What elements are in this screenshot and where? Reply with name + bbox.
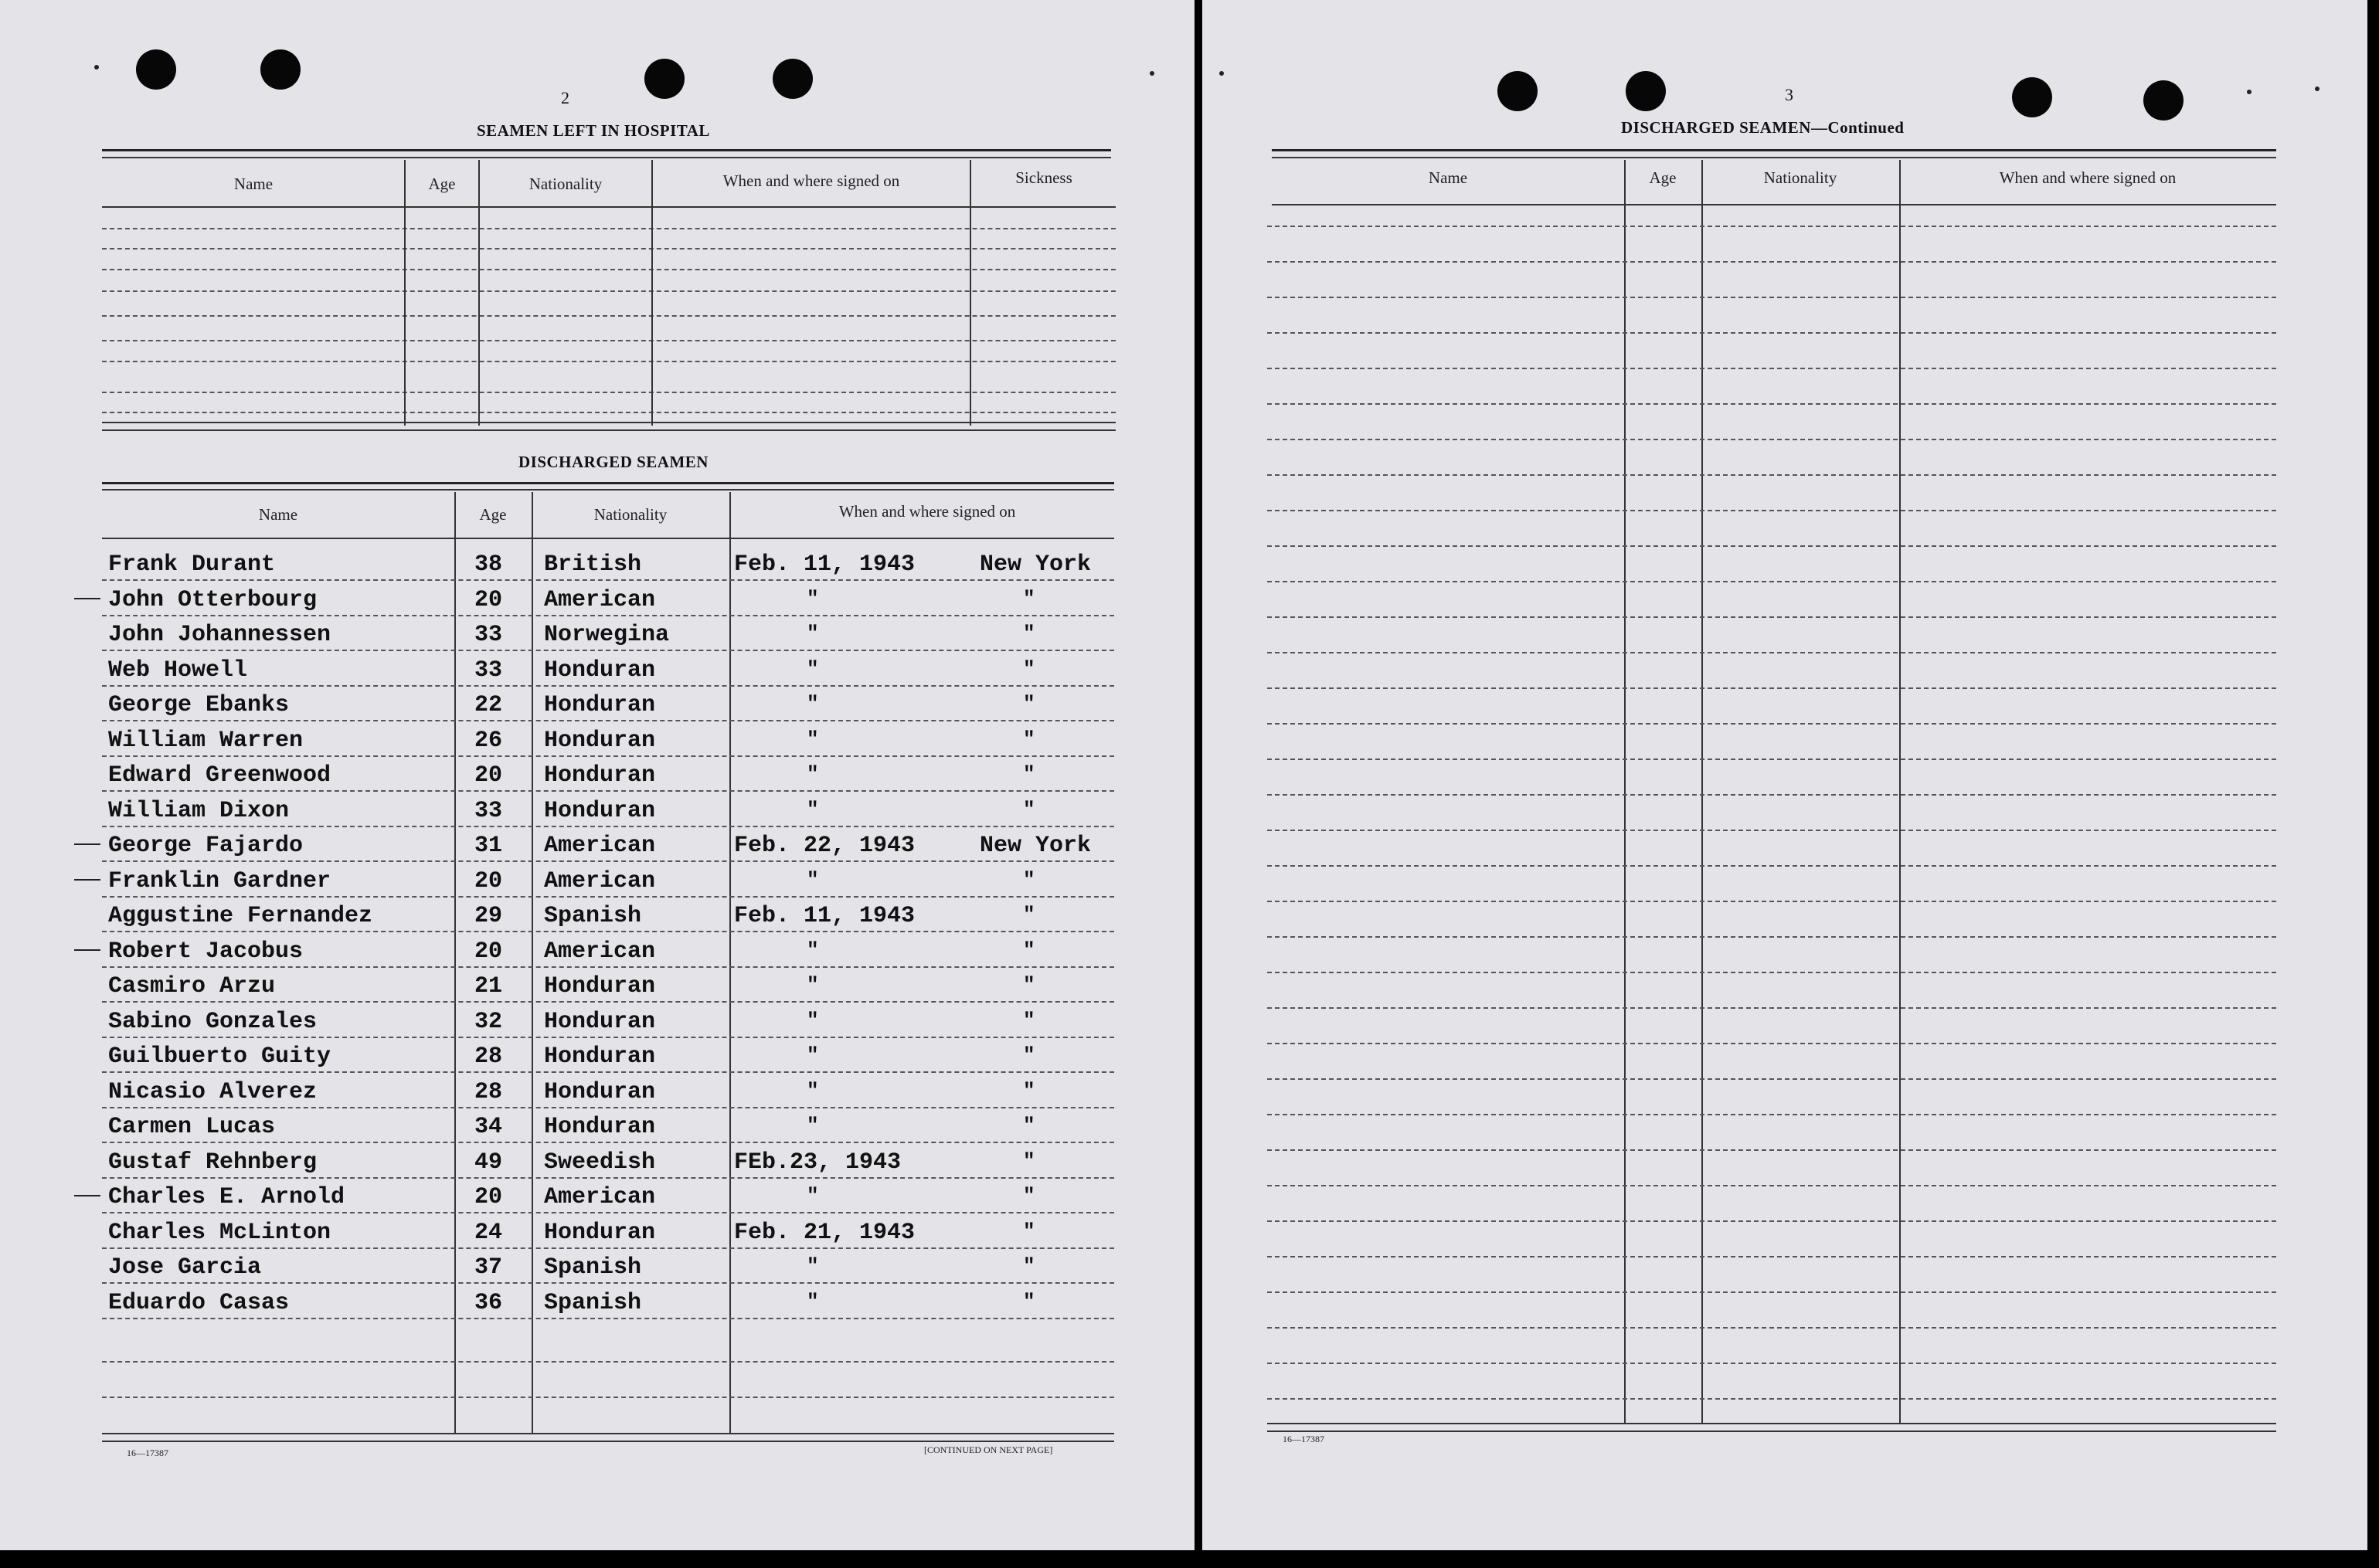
column-rule xyxy=(970,160,971,426)
hospital-col-age: Age xyxy=(428,175,456,193)
row-rule xyxy=(1267,1185,2276,1186)
row-rule xyxy=(1267,261,2276,263)
row-rule xyxy=(102,896,1114,898)
seaman-nationality: Honduran xyxy=(544,1009,656,1035)
punch-hole xyxy=(2012,77,2052,117)
rule xyxy=(102,157,1111,158)
column-rule xyxy=(478,160,480,426)
right-col-signed-on: When and where signed on xyxy=(1999,168,2177,187)
column-rule xyxy=(1899,160,1901,1424)
signed-on-place: " xyxy=(1023,798,1035,821)
right-col-name: Name xyxy=(1428,168,1468,187)
rule xyxy=(102,1433,1114,1434)
seaman-age: 33 xyxy=(474,622,503,648)
row-rule xyxy=(1267,616,2276,618)
signed-on-date: " xyxy=(807,868,819,891)
seaman-age: 20 xyxy=(474,762,503,789)
signed-on-place: " xyxy=(1023,1079,1035,1102)
rule xyxy=(1272,204,2276,205)
row-rule xyxy=(1267,723,2276,725)
row-rule xyxy=(102,685,1114,687)
row-rule xyxy=(102,1001,1114,1003)
hospital-section-title: SEAMEN LEFT IN HOSPITAL xyxy=(477,121,710,140)
check-mark xyxy=(74,1195,100,1196)
row-rule xyxy=(1267,687,2276,689)
rule xyxy=(102,1397,1114,1398)
seaman-age: 29 xyxy=(474,903,503,929)
row-rule xyxy=(1267,865,2276,867)
row-rule xyxy=(102,826,1114,827)
rule xyxy=(102,538,1114,539)
signed-on-date: " xyxy=(807,1290,819,1313)
column-rule xyxy=(651,160,653,426)
column-rule xyxy=(1701,160,1703,1424)
signed-on-place: " xyxy=(1023,1114,1035,1137)
punch-hole xyxy=(2143,80,2184,120)
seaman-nationality: American xyxy=(544,868,656,894)
signed-on-date: Feb. 11, 1943 xyxy=(734,903,916,929)
seaman-nationality: Honduran xyxy=(544,728,656,754)
right-col-nationality: Nationality xyxy=(1763,168,1837,187)
seaman-name: John Johannessen xyxy=(108,622,331,648)
check-mark xyxy=(74,843,100,845)
row-rule xyxy=(1267,545,2276,547)
signed-on-place: " xyxy=(1023,973,1035,996)
rule xyxy=(102,315,1116,317)
signed-on-date: " xyxy=(807,1184,819,1207)
signed-on-date: " xyxy=(807,1254,819,1278)
seaman-nationality: American xyxy=(544,1184,656,1210)
row-rule xyxy=(102,579,1114,581)
right-page xyxy=(1202,0,2367,1550)
seaman-name: Eduardo Casas xyxy=(108,1290,290,1316)
seaman-age: 24 xyxy=(474,1220,503,1246)
speck xyxy=(94,65,99,70)
seaman-name: William Warren xyxy=(108,728,304,754)
row-rule xyxy=(102,966,1114,968)
signed-on-date: " xyxy=(807,622,819,645)
seaman-nationality: Spanish xyxy=(544,1254,642,1281)
signed-on-date: " xyxy=(807,1044,819,1067)
speck xyxy=(1219,71,1224,76)
form-number: 16—17387 xyxy=(127,1448,168,1458)
row-rule xyxy=(102,1177,1114,1179)
seaman-age: 32 xyxy=(474,1009,503,1035)
seaman-nationality: Sweedish xyxy=(544,1149,656,1176)
rule xyxy=(102,149,1111,151)
row-rule xyxy=(1267,510,2276,511)
row-rule xyxy=(1267,1220,2276,1222)
row-rule xyxy=(1267,474,2276,476)
seaman-nationality: Honduran xyxy=(544,1114,656,1140)
signed-on-place: " xyxy=(1023,762,1035,786)
column-rule xyxy=(729,492,731,1433)
row-rule xyxy=(1267,226,2276,227)
row-rule xyxy=(1267,1363,2276,1364)
signed-on-place: " xyxy=(1023,1044,1035,1067)
signed-on-place: " xyxy=(1023,903,1035,926)
seaman-name: Guilbuerto Guity xyxy=(108,1044,331,1070)
seaman-nationality: Honduran xyxy=(544,1079,656,1105)
row-rule xyxy=(1267,1398,2276,1400)
row-rule xyxy=(1267,972,2276,973)
row-rule xyxy=(1267,1327,2276,1329)
discharged-section-title: DISCHARGED SEAMEN xyxy=(518,453,709,471)
left-page xyxy=(0,0,1195,1550)
signed-on-place: " xyxy=(1023,938,1035,962)
row-rule xyxy=(1267,936,2276,938)
seaman-age: 33 xyxy=(474,657,503,684)
signed-on-date: " xyxy=(807,938,819,962)
row-rule xyxy=(102,720,1114,721)
signed-on-date: " xyxy=(807,587,819,610)
rule xyxy=(102,392,1116,393)
speck xyxy=(2315,87,2320,91)
signed-on-place: " xyxy=(1023,622,1035,645)
signed-on-date: FEb.23, 1943 xyxy=(734,1149,902,1176)
row-rule xyxy=(1267,830,2276,831)
row-rule xyxy=(1267,297,2276,298)
signed-on-place: " xyxy=(1023,587,1035,610)
seaman-name: William Dixon xyxy=(108,798,290,824)
page-title xyxy=(1621,118,1904,137)
seaman-name: Franklin Gardner xyxy=(108,868,331,894)
row-rule xyxy=(1267,1291,2276,1293)
seaman-nationality: Norwegina xyxy=(544,622,670,648)
discharged-col-signed-on: When and where signed on xyxy=(838,502,1016,521)
rule xyxy=(102,412,1116,413)
signed-on-place: New York xyxy=(980,833,1092,859)
discharged-col-nationality: Nationality xyxy=(593,505,668,524)
seaman-age: 36 xyxy=(474,1290,503,1316)
rule xyxy=(102,361,1116,362)
seaman-age: 22 xyxy=(474,692,503,718)
seaman-name: George Fajardo xyxy=(108,833,304,859)
signed-on-date: " xyxy=(807,762,819,786)
signed-on-date: " xyxy=(807,1079,819,1102)
discharged-col-name: Name xyxy=(258,505,298,524)
row-rule xyxy=(1267,1114,2276,1115)
row-rule xyxy=(102,650,1114,651)
seaman-age: 38 xyxy=(474,552,503,578)
punch-hole xyxy=(644,59,685,99)
rule xyxy=(102,1361,1114,1363)
seaman-name: Edward Greenwood xyxy=(108,762,331,789)
seaman-name: Jose Garcia xyxy=(108,1254,262,1281)
seaman-age: 37 xyxy=(474,1254,503,1281)
seaman-name: George Ebanks xyxy=(108,692,290,718)
rule xyxy=(102,206,1116,208)
row-rule xyxy=(1267,581,2276,582)
seaman-name: Carmen Lucas xyxy=(108,1114,276,1140)
seaman-nationality: Honduran xyxy=(544,657,656,684)
seaman-name: Gustaf Rehnberg xyxy=(108,1149,318,1176)
signed-on-date: " xyxy=(807,1009,819,1032)
hospital-col-name: Name xyxy=(233,175,274,193)
signed-on-place: " xyxy=(1023,1149,1035,1173)
row-rule xyxy=(1267,901,2276,902)
seaman-name: Aggustine Fernandez xyxy=(108,903,373,929)
seaman-age: 49 xyxy=(474,1149,503,1176)
row-rule xyxy=(102,1247,1114,1249)
seaman-nationality: Honduran xyxy=(544,973,656,1000)
seaman-name: Frank Durant xyxy=(108,552,276,578)
row-rule xyxy=(1267,1043,2276,1044)
right-col-age: Age xyxy=(1649,168,1677,187)
continued-note: [CONTINUED ON NEXT PAGE] xyxy=(924,1444,1053,1455)
row-rule xyxy=(1267,403,2276,405)
seaman-nationality: Honduran xyxy=(544,1044,656,1070)
row-rule xyxy=(1267,652,2276,653)
hospital-col-sickness: Sickness xyxy=(1015,168,1072,187)
seaman-nationality: American xyxy=(544,938,656,965)
seaman-nationality: Spanish xyxy=(544,1290,642,1316)
form-number: 16—17387 xyxy=(1283,1434,1324,1444)
rule xyxy=(102,340,1116,341)
rule xyxy=(102,228,1116,229)
row-rule xyxy=(102,1037,1114,1038)
seaman-nationality: Honduran xyxy=(544,1220,656,1246)
seaman-nationality: American xyxy=(544,587,656,613)
row-rule xyxy=(1267,1007,2276,1009)
row-rule xyxy=(102,755,1114,757)
check-mark xyxy=(74,598,100,599)
row-rule xyxy=(1267,1149,2276,1151)
page-title-main: DISCHARGED SEAMEN xyxy=(1621,118,1811,137)
column-rule xyxy=(1624,160,1626,1424)
seaman-age: 20 xyxy=(474,1184,503,1210)
signed-on-place: " xyxy=(1023,1290,1035,1313)
row-rule xyxy=(1267,759,2276,760)
seaman-nationality: Honduran xyxy=(544,798,656,824)
row-rule xyxy=(102,1142,1114,1143)
row-rule xyxy=(102,931,1114,932)
rule xyxy=(102,248,1116,249)
signed-on-date: Feb. 11, 1943 xyxy=(734,552,916,578)
signed-on-place: " xyxy=(1023,1009,1035,1032)
signed-on-place: " xyxy=(1023,868,1035,891)
seaman-nationality: Honduran xyxy=(544,692,656,718)
signed-on-place: New York xyxy=(980,552,1092,578)
check-mark xyxy=(74,879,100,881)
seaman-name: Robert Jacobus xyxy=(108,938,304,965)
rule xyxy=(1272,157,2276,158)
page-number: 2 xyxy=(561,88,569,107)
signed-on-date: " xyxy=(807,973,819,996)
speck xyxy=(1150,71,1154,76)
signed-on-place: " xyxy=(1023,692,1035,715)
rule xyxy=(1267,1423,2276,1424)
row-rule xyxy=(102,1318,1114,1319)
rule xyxy=(102,489,1114,490)
row-rule xyxy=(1267,439,2276,440)
seaman-nationality: Spanish xyxy=(544,903,642,929)
column-rule xyxy=(404,160,406,426)
seaman-age: 26 xyxy=(474,728,503,754)
seaman-age: 20 xyxy=(474,868,503,894)
row-rule xyxy=(102,1107,1114,1108)
rule xyxy=(102,269,1116,270)
signed-on-date: " xyxy=(807,728,819,751)
rule xyxy=(1267,1431,2276,1432)
row-rule xyxy=(1267,332,2276,334)
signed-on-date: " xyxy=(807,1114,819,1137)
seaman-age: 34 xyxy=(474,1114,503,1140)
signed-on-place: " xyxy=(1023,1254,1035,1278)
seaman-name: Nicasio Alverez xyxy=(108,1079,318,1105)
signed-on-place: " xyxy=(1023,728,1035,751)
row-rule xyxy=(1267,1078,2276,1080)
punch-hole xyxy=(1626,71,1666,111)
punch-hole xyxy=(260,49,301,90)
seaman-age: 20 xyxy=(474,587,503,613)
rule xyxy=(102,1441,1114,1442)
page-title-sub: —Continued xyxy=(1810,118,1905,137)
rule xyxy=(102,290,1116,292)
seaman-age: 20 xyxy=(474,938,503,965)
signed-on-date: " xyxy=(807,798,819,821)
column-rule xyxy=(532,492,533,1433)
seaman-name: Casmiro Arzu xyxy=(108,973,276,1000)
signed-on-place: " xyxy=(1023,1220,1035,1243)
discharged-col-age: Age xyxy=(479,505,507,524)
rule xyxy=(102,482,1114,484)
signed-on-date: " xyxy=(807,657,819,680)
hospital-col-signed-on: When and where signed on xyxy=(722,171,900,190)
seaman-nationality: American xyxy=(544,833,656,859)
signed-on-date: Feb. 21, 1943 xyxy=(734,1220,916,1246)
seaman-name: Web Howell xyxy=(108,657,248,684)
seaman-nationality: British xyxy=(544,552,642,578)
row-rule xyxy=(1267,368,2276,369)
seaman-age: 28 xyxy=(474,1079,503,1105)
seaman-age: 33 xyxy=(474,798,503,824)
row-rule xyxy=(102,860,1114,862)
seaman-name: Sabino Gonzales xyxy=(108,1009,318,1035)
row-rule xyxy=(102,1071,1114,1073)
hospital-col-nationality: Nationality xyxy=(528,175,603,193)
punch-hole xyxy=(773,59,813,99)
rule xyxy=(102,429,1116,431)
speck xyxy=(2247,90,2252,94)
rule xyxy=(102,422,1116,423)
page-number: 3 xyxy=(1785,85,1793,104)
row-rule xyxy=(1267,794,2276,796)
row-rule xyxy=(102,1282,1114,1284)
seaman-age: 21 xyxy=(474,973,503,1000)
row-rule xyxy=(1267,1256,2276,1257)
seaman-age: 28 xyxy=(474,1044,503,1070)
signed-on-place: " xyxy=(1023,1184,1035,1207)
seaman-name: Charles McLinton xyxy=(108,1220,331,1246)
row-rule xyxy=(102,790,1114,792)
seaman-age: 31 xyxy=(474,833,503,859)
seaman-nationality: Honduran xyxy=(544,762,656,789)
row-rule xyxy=(102,615,1114,616)
signed-on-place: " xyxy=(1023,657,1035,680)
seaman-name: John Otterbourg xyxy=(108,587,318,613)
signed-on-date: " xyxy=(807,692,819,715)
column-rule xyxy=(454,492,456,1433)
punch-hole xyxy=(1497,71,1538,111)
check-mark xyxy=(74,949,100,951)
row-rule xyxy=(102,1212,1114,1213)
seaman-name: Charles E. Arnold xyxy=(108,1184,345,1210)
rule xyxy=(1272,149,2276,151)
signed-on-date: Feb. 22, 1943 xyxy=(734,833,916,859)
punch-hole xyxy=(136,49,176,90)
